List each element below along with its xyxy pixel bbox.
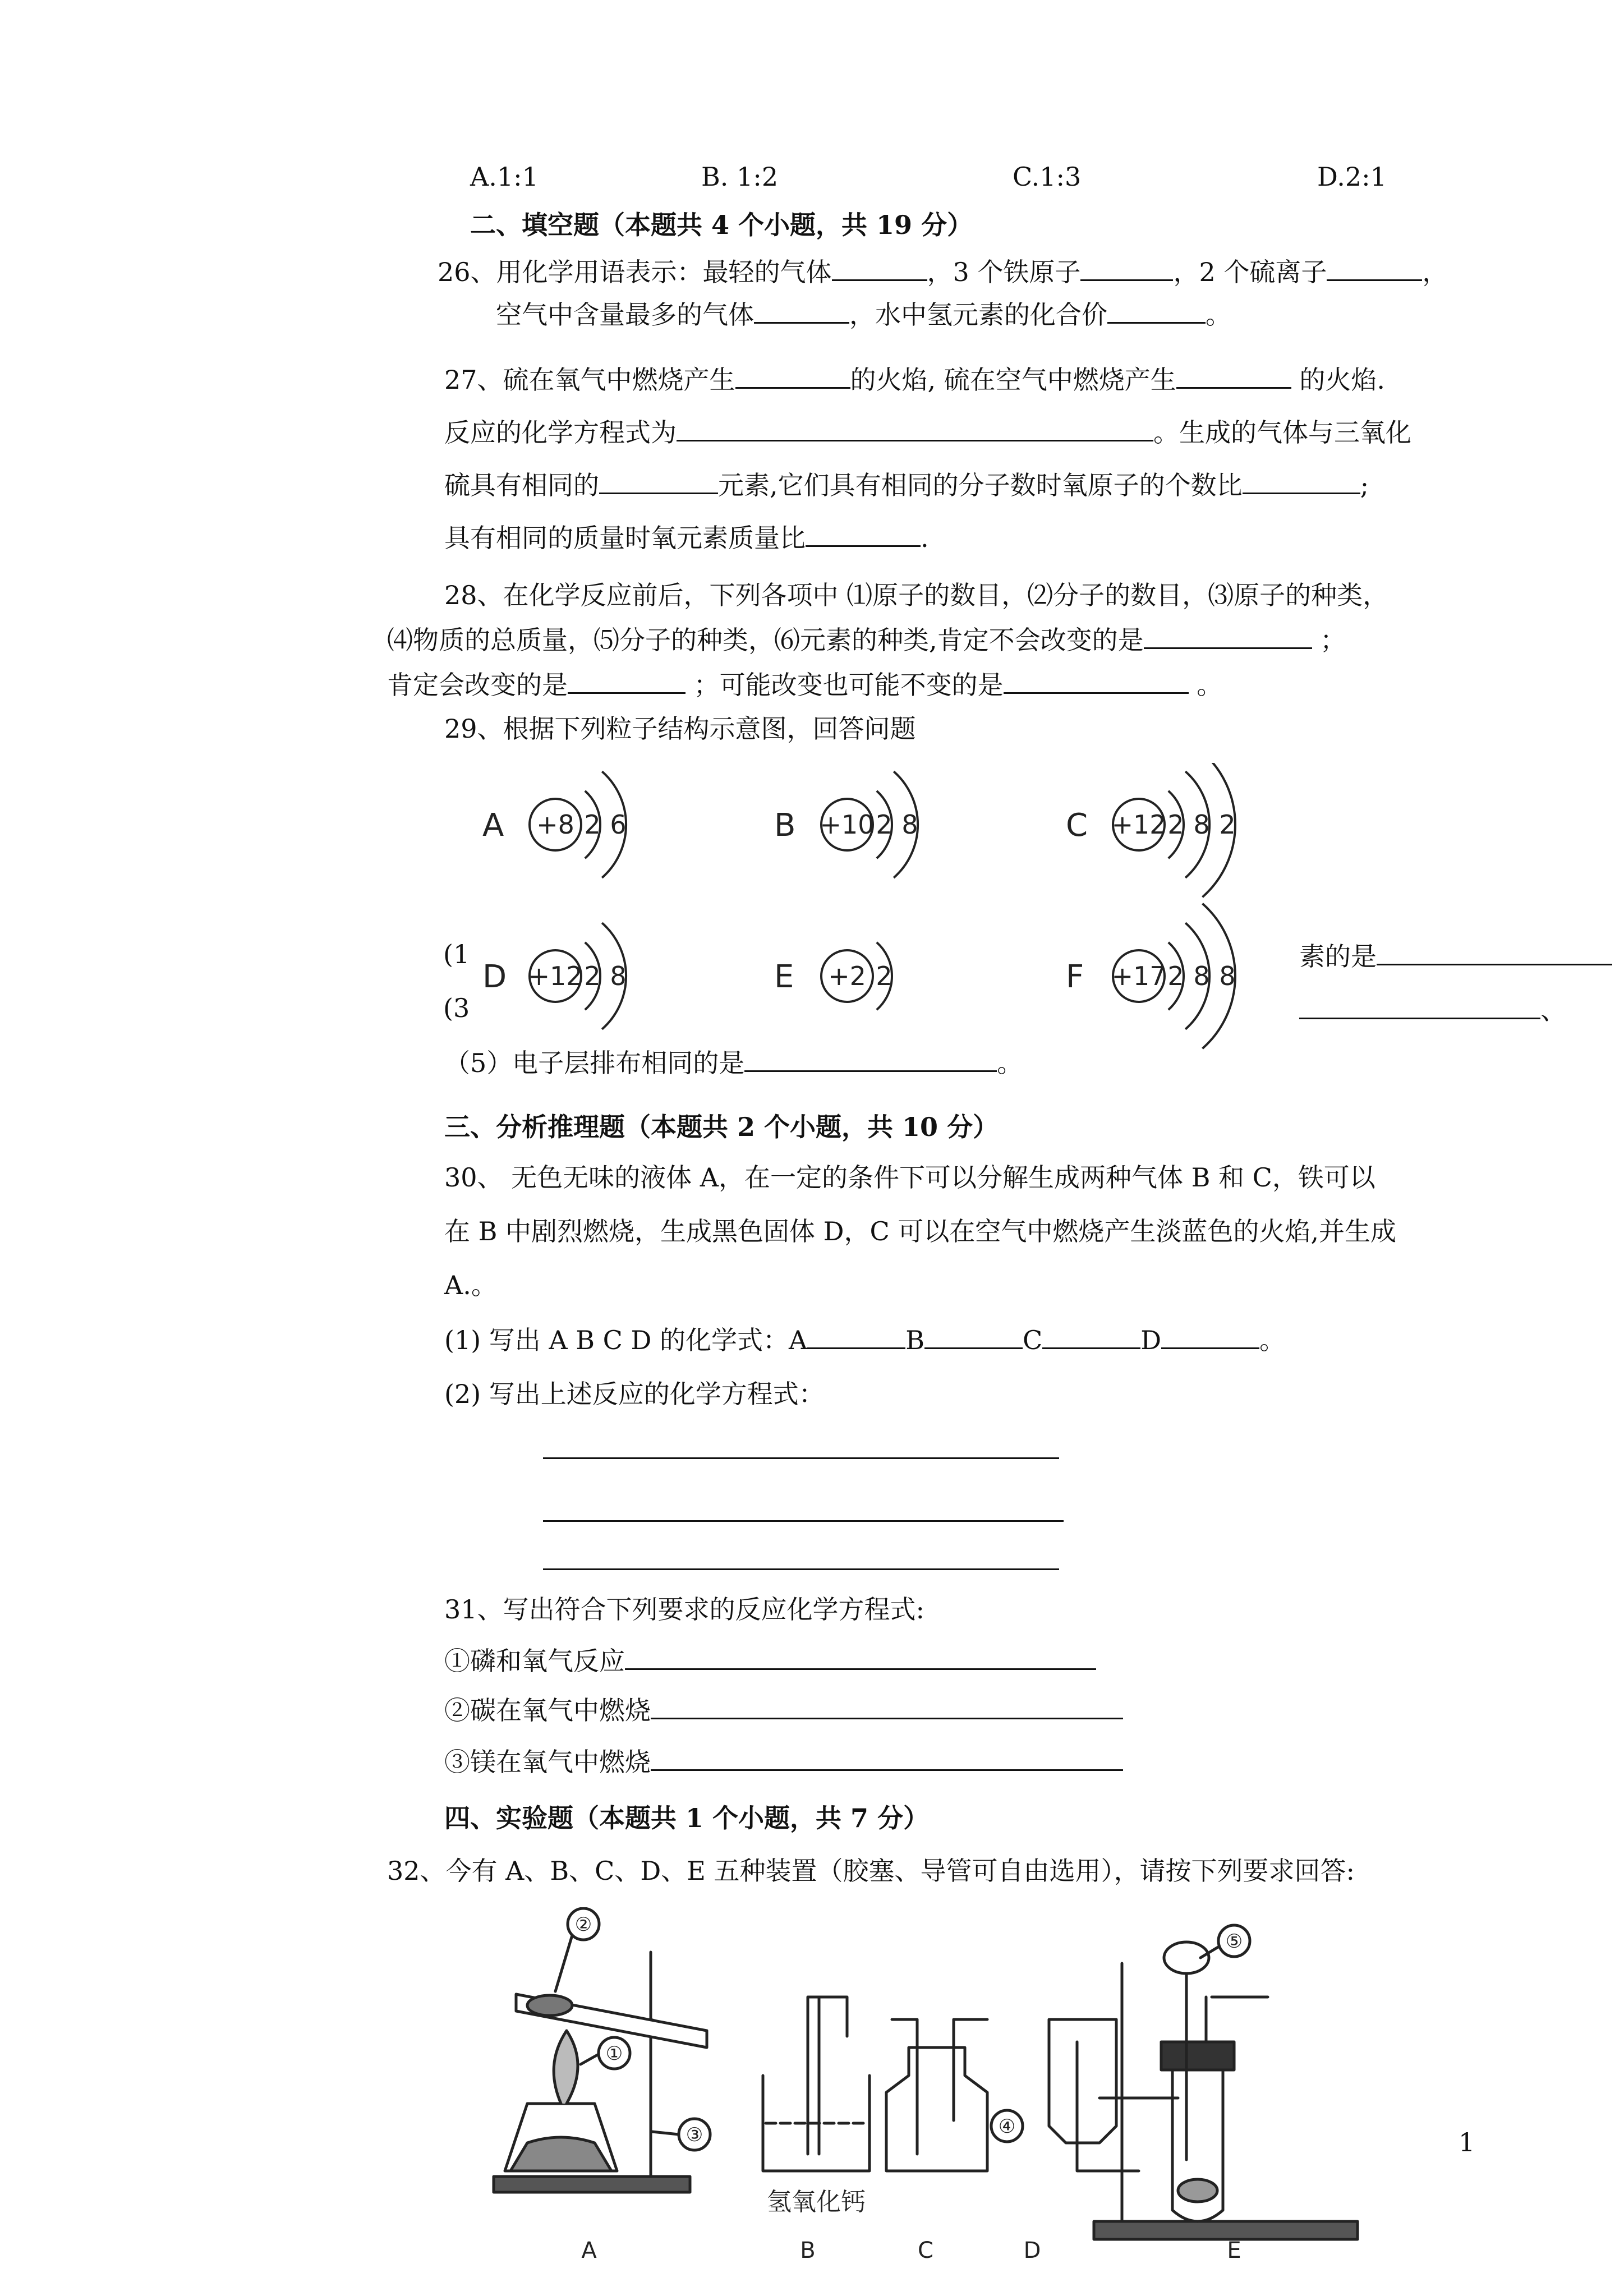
q29-sub5: （5）电子层排布相同的是 。 xyxy=(444,1048,1023,1078)
section2-title: 二、填空题（本题共 4 个小题，共 19 分） xyxy=(470,210,973,240)
q30-line3: A.。 xyxy=(444,1270,497,1300)
beaker-label: 氢氧化钙 xyxy=(767,2188,866,2216)
q28-line3: 肯定会改变的是 ；可能改变也可能不变的是 。 xyxy=(387,670,1223,700)
nucleus-charge: +12 xyxy=(528,961,583,991)
q31-title: 31、写出符合下列要求的反应化学方程式: xyxy=(444,1594,925,1625)
label-a: A xyxy=(581,2238,597,2263)
nucleus-charge: +2 xyxy=(828,961,866,991)
callout-4: ④ xyxy=(998,2115,1016,2138)
callout-3: ③ xyxy=(686,2124,703,2146)
lab-apparatus-figure xyxy=(482,1907,1380,2272)
stand-base-e xyxy=(1094,2221,1358,2239)
q26-line2: 空气中含量最多的气体 ，水中氢元素的化合价 。 xyxy=(496,300,1231,330)
q31-item2: ②碳在氧气中燃烧 xyxy=(444,1694,1123,1727)
shell-electron-count: 2 xyxy=(876,961,892,991)
shell-electron-count: 8 xyxy=(1193,809,1210,840)
shell-electron-count: 8 xyxy=(1219,961,1236,991)
atom-f xyxy=(1066,904,1236,1048)
q26-line1: 26、用化学用语表示：最轻的气体 ，3 个铁原子 ，2 个硫离子 ， xyxy=(438,257,1448,287)
nucleus-charge: +12 xyxy=(1111,809,1166,840)
q27-line4: 具有相同的质量时氧元素质量比 . xyxy=(444,523,929,553)
q28-line1: 28、在化学反应前后，下列各项中 ⑴原子的数目，⑵分子的数目，⑶原子的种类， xyxy=(444,580,1389,610)
atom-b xyxy=(774,771,918,877)
label-c: C xyxy=(918,2238,933,2263)
q32-text: 32、今有 A、B、C、D、E 五种装置（胶塞、导管可自由选用），请按下列要求回答: xyxy=(387,1856,1355,1886)
answer-line-1 xyxy=(543,1457,1059,1459)
section4-title: 四、实验题（本题共 1 个小题，共 7 分） xyxy=(444,1803,930,1833)
callout-5: ⑤ xyxy=(1225,1930,1243,1953)
shell-electron-count: 2 xyxy=(584,809,601,840)
option-d: D.2:1 xyxy=(1317,162,1387,192)
atom-label: B xyxy=(774,807,796,844)
answer-line-2 xyxy=(543,1520,1064,1522)
atom-label: D xyxy=(482,959,507,995)
answer-line-3 xyxy=(543,1568,1059,1570)
shell-electron-count: 2 xyxy=(1219,809,1236,840)
shell-electron-count: 8 xyxy=(610,961,627,991)
nucleus-charge: +10 xyxy=(820,809,875,840)
q30-sub2: (2) 写出上述反应的化学方程式： xyxy=(444,1379,825,1409)
q27-line3: 硫具有相同的 元素,它们具有相同的分子数时氧原子的个数比 ; xyxy=(444,470,1369,500)
q29-sub3-left: (3 xyxy=(443,993,470,1023)
label-e: E xyxy=(1227,2238,1241,2263)
nucleus-charge: +8 xyxy=(536,809,574,840)
q27-line2: 反应的化学方程式为 。生成的气体与三氧化 xyxy=(444,417,1411,448)
q31-item1: ①磷和氧气反应 xyxy=(444,1645,1096,1677)
q29-sub3-right: 、 xyxy=(1299,994,1566,1027)
option-b: B. 1:2 xyxy=(701,162,779,192)
atom-c xyxy=(1066,763,1236,897)
atom-diagrams xyxy=(471,763,1301,1055)
q29-title: 29、根据下列粒子结构示意图，回答问题 xyxy=(444,714,916,744)
section3-title: 三、分析推理题（本题共 2 个小题，共 10 分） xyxy=(444,1112,999,1142)
callout-2: ② xyxy=(574,1913,592,1936)
atom-e xyxy=(774,942,892,1010)
page-number: 1 xyxy=(1459,2127,1475,2157)
bottle-c xyxy=(886,2047,987,2171)
q27-line1: 27、硫在氧气中燃烧产生 的火焰, 硫在空气中燃烧产生 的火焰. xyxy=(444,365,1386,395)
q30-line1: 30、 无色无味的液体 A，在一定的条件下可以分解生成两种气体 B 和 C，铁可以 xyxy=(444,1162,1375,1193)
atom-label: F xyxy=(1066,959,1084,995)
option-c: C.1:3 xyxy=(1013,162,1082,192)
shell-electron-count: 2 xyxy=(876,809,892,840)
q31-item3: ③镁在氧气中燃烧 xyxy=(444,1746,1123,1778)
atom-a xyxy=(482,771,627,877)
shell-electron-count: 6 xyxy=(610,809,627,840)
label-b: B xyxy=(800,2238,816,2263)
q29-sub1-left: (1 xyxy=(443,939,470,969)
stand-base-a xyxy=(494,2177,690,2192)
q30-sub1: (1) 写出 A B C D 的化学式：A B C D 。 xyxy=(444,1325,1286,1355)
shell-electron-count: 2 xyxy=(584,961,601,991)
q30-line2: 在 B 中剧烈燃烧，生成黑色固体 D，C 可以在空气中燃烧产生淡蓝色的火焰,并生成 xyxy=(444,1216,1396,1246)
atom-label: C xyxy=(1066,807,1088,844)
shell-electron-count: 8 xyxy=(1193,961,1210,991)
option-a: A.1:1 xyxy=(470,162,539,192)
nucleus-charge: +17 xyxy=(1111,961,1166,991)
shell-electron-count: 2 xyxy=(1167,809,1184,840)
shell-electron-count: 8 xyxy=(901,809,918,840)
label-d: D xyxy=(1023,2238,1041,2263)
callout-1: ① xyxy=(605,2042,623,2065)
atom-d xyxy=(482,923,627,1029)
q29-sub1-right: 素的是 xyxy=(1299,940,1612,973)
atom-label: A xyxy=(482,807,504,844)
bottle-d xyxy=(1049,2019,1116,2143)
atom-label: E xyxy=(774,959,794,995)
shell-electron-count: 2 xyxy=(1167,961,1184,991)
q28-line2: ⑷物质的总质量，⑸分子的种类，⑹元素的种类,肯定不会改变的是 ； xyxy=(387,625,1346,655)
